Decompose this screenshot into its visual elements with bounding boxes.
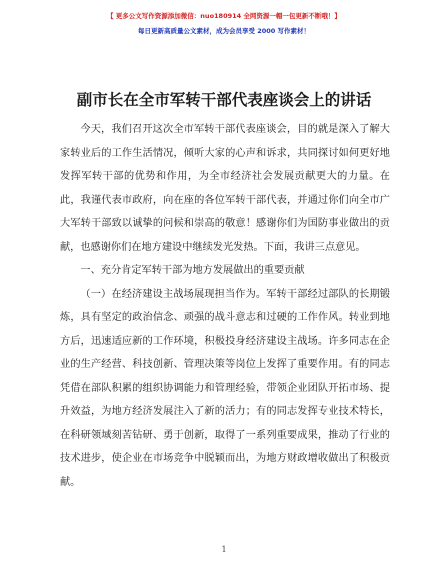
page-number: 1: [221, 545, 227, 554]
sub-promo-banner: 每日更新高质量公文素材，成为会员享受 2000 写作素材！: [137, 27, 311, 35]
section-heading: 一、充分肯定军转干部为地方发展做出的重要贡献: [80, 265, 305, 276]
document-title: 副市长在全市军转干部代表座谈会上的讲话: [76, 91, 372, 109]
subsection-paragraph: （一）在经济建设主战场展现担当作为。军转干部经过部队的长期锻炼，具有坚定的政治信念、顽强的战斗意志和过硬的工作作风。转业到地方后，迅速适应新的工作环境，积极投身经济建设主战场。许多同志在企业的生产经营、科技创新、管理决策等岗位上发挥了重要作用。有的同志凭借在部队积累的组织协调能力和管理经验，带领企业团队开拓市场、提升效益，为地方经济发展注入了新的活力；有的同志发挥专业技术特长，在科研领域刻苦钻研、勇于创新，取得了一系列重要成果，推动了行业的技术进步，使企业在市场竞争中脱颖而出，为地方财政增收做出了积极贡献。: [60, 288, 390, 488]
top-promo-banner: 【 更多公文写作资源添加微信：nuo180914 全网资源一帽一包更新不断哦！】: [107, 12, 341, 20]
document-body: [60, 118, 390, 494]
intro-paragraph: 今天，我们召开这次全市军转干部代表座谈会，目的就是深入了解大家转业后的工作生活情况，倾听大家的心声和诉求，共同探讨如何更好地发挥军转干部的优势和作用，为全市经济社会发展贡献更大的力量。在此，我谨代表市政府，向在座的各位军转干部代表，并通过你们向全市广大军转干部致以诚挚的问候和崇高的敬意！感谢你们为国防事业做出的贡献，也感谢你们在地方建设中继续发光发热。下面，我讲三点意见。: [60, 124, 390, 253]
